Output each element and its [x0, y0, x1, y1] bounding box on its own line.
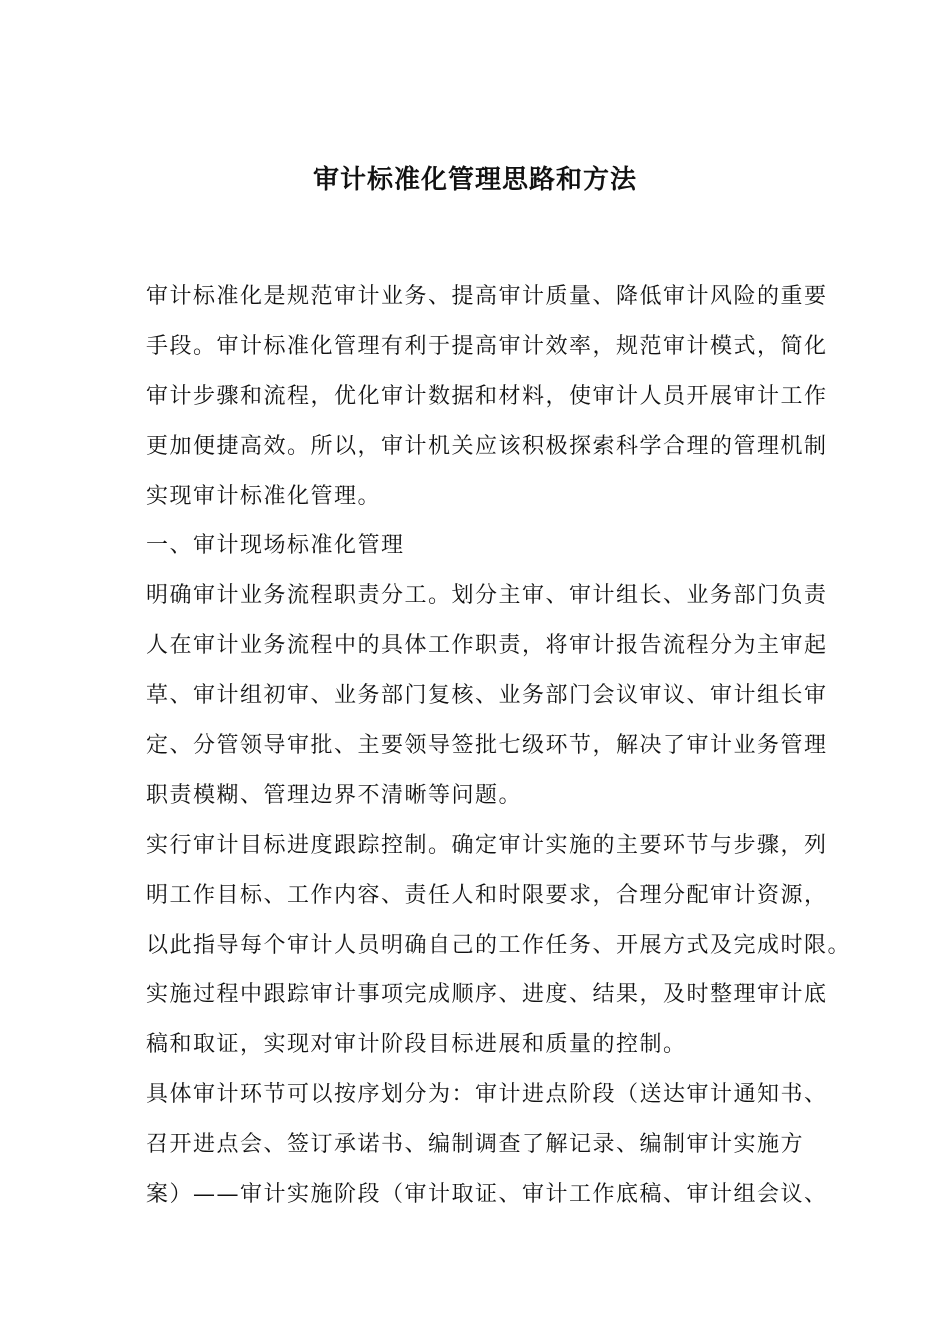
text-line: 职责模糊、管理边界不清晰等问题。 [146, 782, 523, 808]
text-line: 实行审计目标进度跟踪控制。确定审计实施的主要环节与步骤，列 [146, 832, 828, 858]
text-line: 手段。审计标准化管理有利于提高审计效率，规范审计模式，简化 [146, 333, 828, 359]
text-line: 稿和取证，实现对审计阶段目标进展和质量的控制。 [146, 1032, 687, 1058]
text-line: 审计标准化是规范审计业务、提高审计质量、降低审计风险的重要 [146, 284, 828, 309]
section-heading: 一、审计现场标准化管理 [146, 533, 405, 559]
text-line: 定、分管领导审批、主要领导签批七级环节，解决了审计业务管理 [146, 733, 828, 759]
text-line: 草、审计组初审、业务部门复核、业务部门会议审议、审计组长审 [146, 683, 828, 709]
document-title: 审计标准化管理思路和方法 [312, 165, 637, 195]
text-line: 实现审计标准化管理。 [146, 483, 382, 509]
text-line: 案）——审计实施阶段（审计取证、审计工作底稿、审计组会议、 [146, 1182, 828, 1208]
text-line: 审计步骤和流程，优化审计数据和材料，使审计人员开展审计工作 [146, 383, 828, 409]
text-line: 更加便捷高效。所以，审计机关应该积极探索科学合理的管理机制 [146, 433, 828, 459]
document-body [146, 272, 852, 1220]
text-line: 具体审计环节可以按序划分为：审计进点阶段（送达审计通知书、 [146, 1082, 828, 1108]
text-line: 人在审计业务流程中的具体工作职责，将审计报告流程分为主审起 [146, 633, 828, 659]
text-line: 召开进点会、签订承诺书、编制调查了解记录、编制审计实施方 [146, 1132, 805, 1158]
text-line: 实施过程中跟踪审计事项完成顺序、进度、结果，及时整理审计底 [146, 982, 828, 1008]
text-line: 明工作目标、工作内容、责任人和时限要求，合理分配审计资源， [146, 882, 828, 908]
text-line: 明确审计业务流程职责分工。划分主审、审计组长、业务部门负责 [146, 583, 828, 609]
text-line: 以此指导每个审计人员明确自己的工作任务、开展方式及完成时限。 [146, 932, 852, 958]
